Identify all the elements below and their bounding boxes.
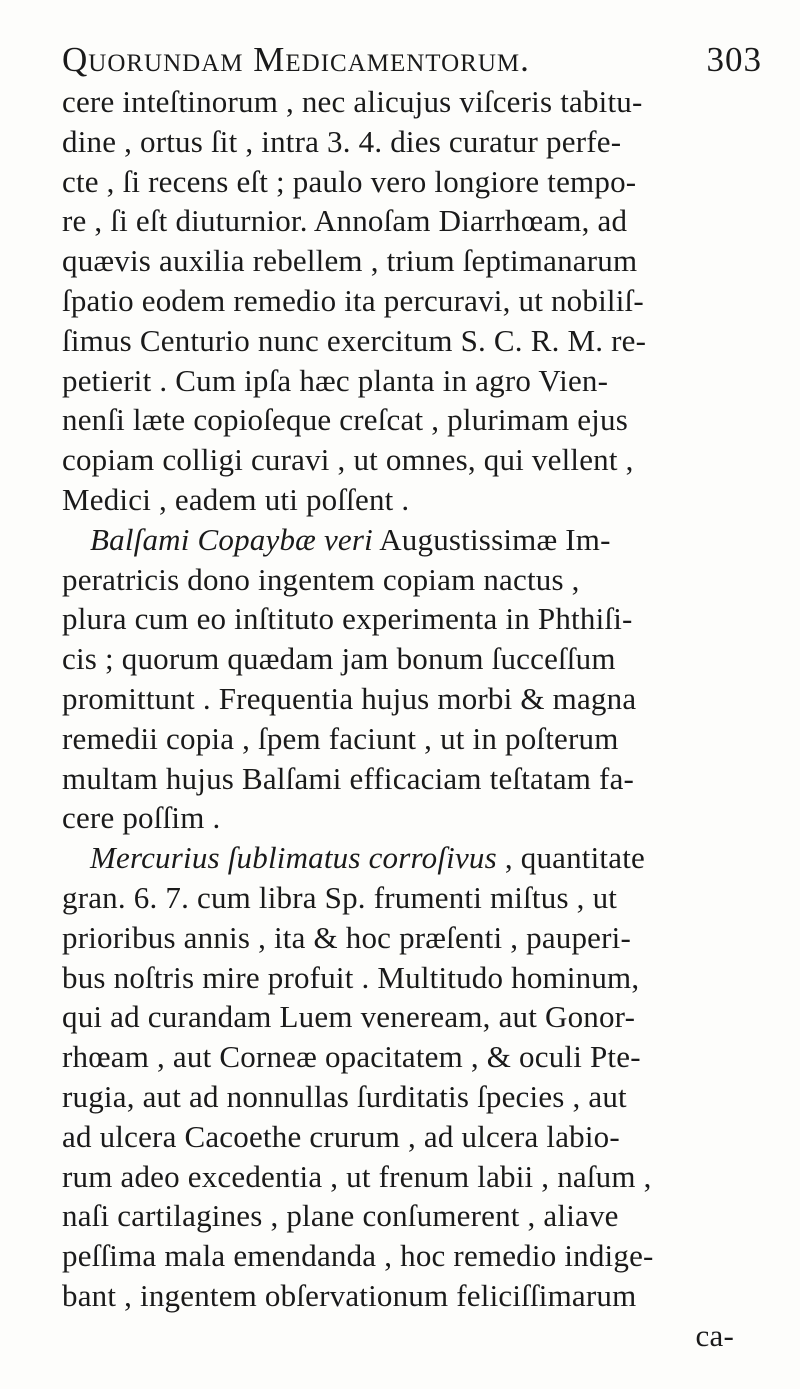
- text-line: petierit . Cum ipſa hæc planta in agro Vien-: [62, 362, 609, 398]
- catchword: ca-: [695, 1317, 734, 1353]
- text-line: rugia, aut ad nonnullas ſurditatis ſpecies , aut: [62, 1078, 627, 1114]
- text-line: dine , ortus ſit , intra 3. 4. dies curatur perfe-: [62, 123, 622, 159]
- paragraph-start-line: [62, 520, 762, 560]
- text-line: peſſima mala emendanda , hoc remedio indige-: [62, 1238, 654, 1274]
- text-line: rum adeo excedentia , ut frenum labii , naſum ,: [62, 1158, 652, 1194]
- text-line: bus noſtris mire profuit . Multitudo hominum,: [62, 959, 640, 995]
- italic-term: Mercurius ſublimatus corroſivus: [90, 840, 497, 876]
- text-line: Medici , eadem uti poſſent .: [62, 481, 410, 517]
- text-line: gran. 6. 7. cum libra Sp. frumenti miſtus , ut: [62, 879, 618, 915]
- text-span: Augustissimæ Im-: [372, 521, 611, 557]
- text-line: cere inteſtinorum , nec alicujus viſceris tabitu-: [62, 84, 643, 119]
- text-line: ſpatio eodem remedio ita percuravi, ut nobiliſ-: [62, 282, 644, 318]
- text-line: multam hujus Balſami efficaciam teſtatam fa-: [62, 760, 635, 796]
- text-line: rhœam , aut Corneæ opacitatem , & oculi Pte-: [62, 1039, 641, 1075]
- text-line: plura cum eo inſtituto experimenta in Phthiſi-: [62, 601, 633, 637]
- text-line: cere poſſim .: [62, 800, 221, 836]
- text-line: ſimus Centurio nunc exercitum S. C. R. M. re-: [62, 322, 647, 358]
- text-line: cte , ſi recens eſt ; paulo vero longiore tempo-: [62, 163, 637, 199]
- text-line: ad ulcera Cacoethe crurum , ad ulcera labio-: [62, 1118, 620, 1154]
- text-line: remedii copia , ſpem faciunt , ut in poſterum: [62, 720, 619, 756]
- body-text: [62, 82, 762, 1356]
- text-span: , quantitate: [496, 840, 645, 876]
- italic-term: Balſami Copaybæ veri: [90, 521, 373, 557]
- text-line: re , ſi eſt diuturnior. Annoſam Diarrhœam, ad: [62, 203, 628, 239]
- text-line: copiam colligi curavi , ut omnes, qui vellent ,: [62, 442, 634, 478]
- text-line: cis ; quorum quædam jam bonum ſucceſſum: [62, 641, 616, 677]
- text-line: qui ad curandam Luem veneream, aut Gonor-: [62, 999, 636, 1035]
- running-head-title: Quorundam Medicamentorum.: [62, 40, 530, 79]
- text-line: peratricis dono ingentem copiam nactus ,: [62, 561, 580, 597]
- text-line: promittunt . Frequentia hujus morbi & magna: [62, 680, 637, 716]
- text-line: naſi cartilagines , plane conſumerent , aliave: [62, 1198, 619, 1234]
- page-number: 303: [706, 40, 762, 79]
- paragraph-start-line: [62, 838, 762, 878]
- text-line: nenſi læte copioſeque creſcat , plurimam ejus: [62, 402, 628, 438]
- text-line: prioribus annis , ita & hoc præſenti , pauperi-: [62, 919, 632, 955]
- text-line: bant , ingentem obſervationum feliciſſimarum: [62, 1277, 637, 1313]
- text-line: quævis auxilia rebellem , trium ſeptimanarum: [62, 243, 638, 279]
